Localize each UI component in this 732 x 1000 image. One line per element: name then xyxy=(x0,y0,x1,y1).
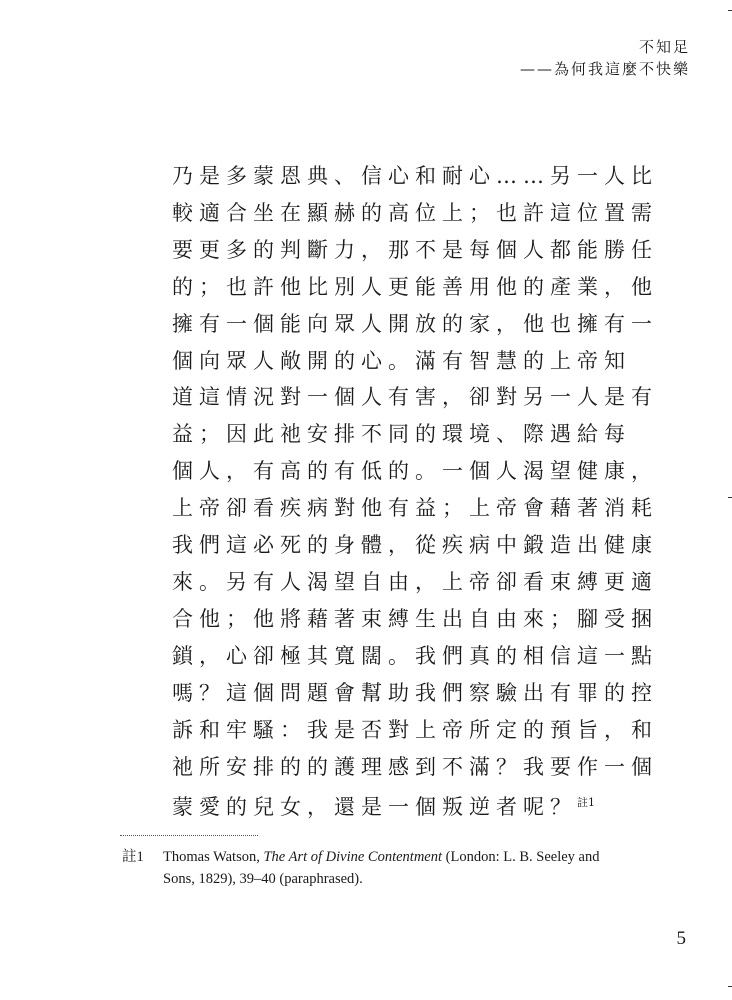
body-line: 個人，有高的有低的。一個人渴望健康， xyxy=(172,459,658,484)
body-line: 訴和牢騷：我是否對上帝所定的預旨，和 xyxy=(172,717,658,742)
body-line: 擁有一個能向眾人開放的家，他也擁有一 xyxy=(172,311,658,336)
body-line: 益；因此祂安排不同的環境、際遇給每 xyxy=(172,422,631,447)
body-text xyxy=(172,158,658,826)
footnote-label: 註1 xyxy=(122,849,144,865)
footnote-reference[interactable]: 註1 xyxy=(577,796,595,810)
footnote-divider xyxy=(120,835,258,836)
body-line: 嗎？這個問題會幫助我們察驗出有罪的控 xyxy=(172,680,658,705)
body-line: 較適合坐在顯赫的高位上；也許這位置需 xyxy=(172,200,658,225)
body-line: 我們這必死的身體，從疾病中鍛造出健康 xyxy=(172,533,658,558)
footnote-text xyxy=(163,846,622,890)
page-number: 5 xyxy=(676,928,686,949)
header-subtitle: ——為何我這麼不快樂 xyxy=(519,60,690,78)
footnote xyxy=(122,846,622,890)
crop-mark-right-middle xyxy=(728,497,732,498)
body-line: 合他；他將藉著束縛生出自由來；腳受捆 xyxy=(172,606,658,631)
crop-mark-top-right xyxy=(728,10,732,11)
body-line: 蒙愛的兒女，還是一個叛逆者呢？ xyxy=(172,795,577,820)
body-line: 鎖，心卻極其寬闊。我們真的相信這一點 xyxy=(172,643,658,668)
footnote-author: Thomas Watson, xyxy=(163,849,264,865)
body-line: 要更多的判斷力，那不是每個人都能勝任 xyxy=(172,237,658,262)
footnote-publication: (London: L. B. Seeley and Sons, 1829), 39–40 (paraphrased). xyxy=(163,849,600,887)
body-line-last xyxy=(172,785,595,826)
crop-mark-bottom-right xyxy=(728,986,732,987)
body-line: 個向眾人敞開的心。滿有智慧的上帝知 xyxy=(172,348,631,373)
body-line: 乃是多蒙恩典、信心和耐心……另一人比 xyxy=(172,164,658,188)
body-line: 道這情況對一個人有害，卻對另一人是有 xyxy=(172,385,658,410)
running-header xyxy=(520,36,690,80)
body-line: 祂所安排的的護理感到不滿？我要作一個 xyxy=(172,754,658,779)
body-line: 的；也許他比別人更能善用他的產業，他 xyxy=(172,274,658,299)
footnote-book-title: The Art of Divine Contentment xyxy=(263,849,443,865)
header-book-title: 不知足 xyxy=(638,38,690,56)
body-line: 來。另有人渴望自由，上帝卻看束縛更適 xyxy=(172,569,658,594)
body-line: 上帝卻看疾病對他有益；上帝會藉著消耗 xyxy=(172,496,658,521)
